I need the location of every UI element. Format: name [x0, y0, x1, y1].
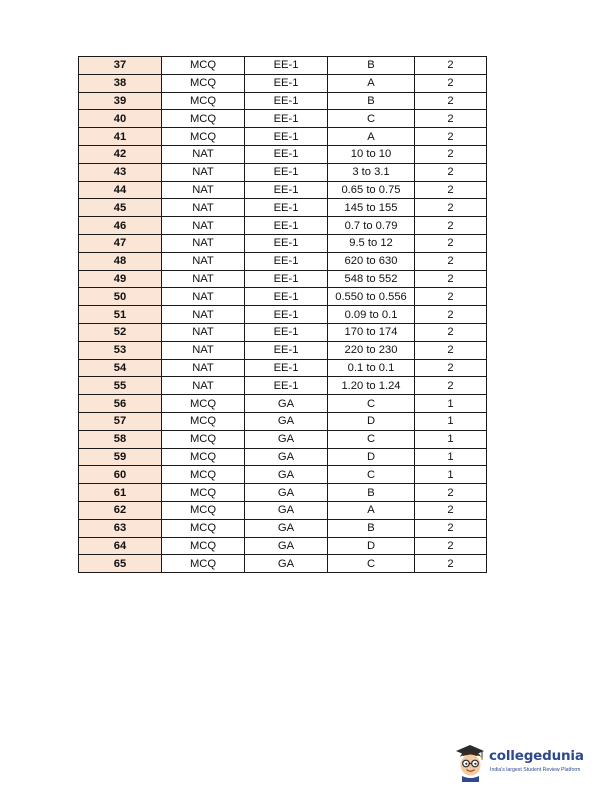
answer-key-cell: C — [328, 395, 415, 413]
section-cell: EE-1 — [245, 74, 328, 92]
table-row — [79, 252, 487, 270]
marks-cell: 2 — [415, 519, 487, 537]
marks-cell: 2 — [415, 484, 487, 502]
answer-key-cell: 620 to 630 — [328, 252, 415, 270]
question-type-cell: MCQ — [162, 466, 245, 484]
table-row — [79, 74, 487, 92]
table-row — [79, 306, 487, 324]
table-row — [79, 519, 487, 537]
answer-key-cell: 0.65 to 0.75 — [328, 181, 415, 199]
marks-cell: 2 — [415, 163, 487, 181]
answer-key-cell: A — [328, 501, 415, 519]
question-number-cell: 54 — [79, 359, 162, 377]
question-type-cell: MCQ — [162, 448, 245, 466]
question-number-cell: 57 — [79, 412, 162, 430]
marks-cell: 1 — [415, 430, 487, 448]
answer-key-cell: D — [328, 412, 415, 430]
question-number-cell: 42 — [79, 145, 162, 163]
answer-key-cell: 220 to 230 — [328, 341, 415, 359]
question-number-cell: 37 — [79, 57, 162, 75]
table-row — [79, 181, 487, 199]
question-number-cell: 39 — [79, 92, 162, 110]
answer-key-cell: C — [328, 430, 415, 448]
section-cell: GA — [245, 395, 328, 413]
table-row — [79, 430, 487, 448]
question-number-cell: 48 — [79, 252, 162, 270]
question-number-cell: 52 — [79, 323, 162, 341]
question-number-cell: 47 — [79, 234, 162, 252]
question-number-cell: 64 — [79, 537, 162, 555]
answer-key-cell: D — [328, 448, 415, 466]
question-number-cell: 56 — [79, 395, 162, 413]
question-type-cell: MCQ — [162, 555, 245, 573]
marks-cell: 2 — [415, 234, 487, 252]
section-cell: EE-1 — [245, 306, 328, 324]
section-cell: GA — [245, 555, 328, 573]
question-type-cell: NAT — [162, 234, 245, 252]
marks-cell: 2 — [415, 57, 487, 75]
question-type-cell: MCQ — [162, 128, 245, 146]
answer-key-cell: 170 to 174 — [328, 323, 415, 341]
table-row — [79, 412, 487, 430]
marks-cell: 2 — [415, 110, 487, 128]
question-type-cell: NAT — [162, 252, 245, 270]
question-type-cell: MCQ — [162, 519, 245, 537]
section-cell: EE-1 — [245, 92, 328, 110]
marks-cell: 2 — [415, 128, 487, 146]
table-row — [79, 145, 487, 163]
section-cell: GA — [245, 430, 328, 448]
question-number-cell: 63 — [79, 519, 162, 537]
answer-key-cell: A — [328, 74, 415, 92]
marks-cell: 2 — [415, 288, 487, 306]
marks-cell: 2 — [415, 555, 487, 573]
brand-tagline: India's largest Student Review Platform — [490, 767, 581, 773]
answer-key-cell: 9.5 to 12 — [328, 234, 415, 252]
section-cell: EE-1 — [245, 252, 328, 270]
table-row — [79, 163, 487, 181]
table-row — [79, 323, 487, 341]
section-cell: GA — [245, 501, 328, 519]
table-row — [79, 377, 487, 395]
question-number-cell: 62 — [79, 501, 162, 519]
table-row — [79, 110, 487, 128]
answer-key-cell: 0.1 to 0.1 — [328, 359, 415, 377]
table-row — [79, 288, 487, 306]
question-type-cell: NAT — [162, 145, 245, 163]
question-type-cell: MCQ — [162, 74, 245, 92]
question-type-cell: NAT — [162, 199, 245, 217]
table-row — [79, 359, 487, 377]
question-type-cell: NAT — [162, 306, 245, 324]
section-cell: EE-1 — [245, 234, 328, 252]
section-cell: GA — [245, 537, 328, 555]
section-cell: GA — [245, 484, 328, 502]
question-number-cell: 51 — [79, 306, 162, 324]
section-cell: EE-1 — [245, 57, 328, 75]
question-number-cell: 40 — [79, 110, 162, 128]
question-type-cell: NAT — [162, 217, 245, 235]
marks-cell: 1 — [415, 395, 487, 413]
question-type-cell: MCQ — [162, 110, 245, 128]
marks-cell: 2 — [415, 181, 487, 199]
answer-key-cell: 1.20 to 1.24 — [328, 377, 415, 395]
marks-cell: 1 — [415, 448, 487, 466]
table-row — [79, 57, 487, 75]
marks-cell: 2 — [415, 341, 487, 359]
question-type-cell: NAT — [162, 377, 245, 395]
answer-key-cell: C — [328, 555, 415, 573]
brand-name: collegedunia — [489, 748, 584, 764]
student-mascot-icon — [452, 742, 488, 782]
question-type-cell: MCQ — [162, 430, 245, 448]
question-number-cell: 61 — [79, 484, 162, 502]
question-number-cell: 49 — [79, 270, 162, 288]
marks-cell: 2 — [415, 92, 487, 110]
question-type-cell: MCQ — [162, 57, 245, 75]
table-row — [79, 555, 487, 573]
question-number-cell: 65 — [79, 555, 162, 573]
answer-key-cell: 548 to 552 — [328, 270, 415, 288]
question-number-cell: 46 — [79, 217, 162, 235]
question-number-cell: 45 — [79, 199, 162, 217]
table-row — [79, 234, 487, 252]
question-number-cell: 44 — [79, 181, 162, 199]
marks-cell: 2 — [415, 199, 487, 217]
question-number-cell: 43 — [79, 163, 162, 181]
section-cell: GA — [245, 412, 328, 430]
section-cell: EE-1 — [245, 199, 328, 217]
question-number-cell: 58 — [79, 430, 162, 448]
marks-cell: 2 — [415, 252, 487, 270]
table-row — [79, 217, 487, 235]
answer-key-cell: 0.550 to 0.556 — [328, 288, 415, 306]
table-row — [79, 537, 487, 555]
section-cell: EE-1 — [245, 163, 328, 181]
answer-key-cell: B — [328, 57, 415, 75]
marks-cell: 2 — [415, 217, 487, 235]
table-row — [79, 199, 487, 217]
question-number-cell: 38 — [79, 74, 162, 92]
marks-cell: 2 — [415, 537, 487, 555]
question-type-cell: MCQ — [162, 537, 245, 555]
question-type-cell: NAT — [162, 163, 245, 181]
question-number-cell: 53 — [79, 341, 162, 359]
question-type-cell: MCQ — [162, 92, 245, 110]
question-number-cell: 41 — [79, 128, 162, 146]
section-cell: EE-1 — [245, 359, 328, 377]
question-number-cell: 50 — [79, 288, 162, 306]
answer-key-cell: B — [328, 92, 415, 110]
marks-cell: 1 — [415, 466, 487, 484]
answer-key-rows — [79, 57, 487, 573]
section-cell: EE-1 — [245, 110, 328, 128]
marks-cell: 2 — [415, 359, 487, 377]
table-row — [79, 466, 487, 484]
answer-key-cell: B — [328, 484, 415, 502]
section-cell: EE-1 — [245, 323, 328, 341]
marks-cell: 2 — [415, 270, 487, 288]
question-number-cell: 59 — [79, 448, 162, 466]
section-cell: EE-1 — [245, 128, 328, 146]
section-cell: GA — [245, 466, 328, 484]
marks-cell: 2 — [415, 501, 487, 519]
marks-cell: 2 — [415, 323, 487, 341]
question-type-cell: MCQ — [162, 501, 245, 519]
marks-cell: 1 — [415, 412, 487, 430]
marks-cell: 2 — [415, 145, 487, 163]
section-cell: EE-1 — [245, 217, 328, 235]
answer-key-cell: 3 to 3.1 — [328, 163, 415, 181]
answer-key-table — [78, 56, 487, 573]
collegedunia-branding[interactable] — [452, 742, 602, 784]
marks-cell: 2 — [415, 306, 487, 324]
question-type-cell: MCQ — [162, 395, 245, 413]
answer-key-cell: 0.09 to 0.1 — [328, 306, 415, 324]
answer-key-cell: B — [328, 519, 415, 537]
table-row — [79, 270, 487, 288]
answer-key-cell: A — [328, 128, 415, 146]
question-type-cell: MCQ — [162, 412, 245, 430]
section-cell: EE-1 — [245, 145, 328, 163]
question-number-cell: 60 — [79, 466, 162, 484]
question-number-cell: 55 — [79, 377, 162, 395]
question-type-cell: MCQ — [162, 484, 245, 502]
question-type-cell: NAT — [162, 181, 245, 199]
table-row — [79, 128, 487, 146]
section-cell: EE-1 — [245, 288, 328, 306]
section-cell: GA — [245, 519, 328, 537]
answer-key-cell: 145 to 155 — [328, 199, 415, 217]
table-row — [79, 92, 487, 110]
answer-key-cell: 0.7 to 0.79 — [328, 217, 415, 235]
question-type-cell: NAT — [162, 359, 245, 377]
answer-key-cell: 10 to 10 — [328, 145, 415, 163]
section-cell: EE-1 — [245, 270, 328, 288]
answer-key-cell: C — [328, 110, 415, 128]
answer-key-cell: D — [328, 537, 415, 555]
section-cell: GA — [245, 448, 328, 466]
section-cell: EE-1 — [245, 181, 328, 199]
section-cell: EE-1 — [245, 341, 328, 359]
question-type-cell: NAT — [162, 270, 245, 288]
answer-key-cell: C — [328, 466, 415, 484]
table-row — [79, 501, 487, 519]
section-cell: EE-1 — [245, 377, 328, 395]
marks-cell: 2 — [415, 377, 487, 395]
marks-cell: 2 — [415, 74, 487, 92]
table-row — [79, 484, 487, 502]
question-type-cell: NAT — [162, 288, 245, 306]
question-type-cell: NAT — [162, 323, 245, 341]
table-row — [79, 448, 487, 466]
table-row — [79, 395, 487, 413]
question-type-cell: NAT — [162, 341, 245, 359]
table-row — [79, 341, 487, 359]
